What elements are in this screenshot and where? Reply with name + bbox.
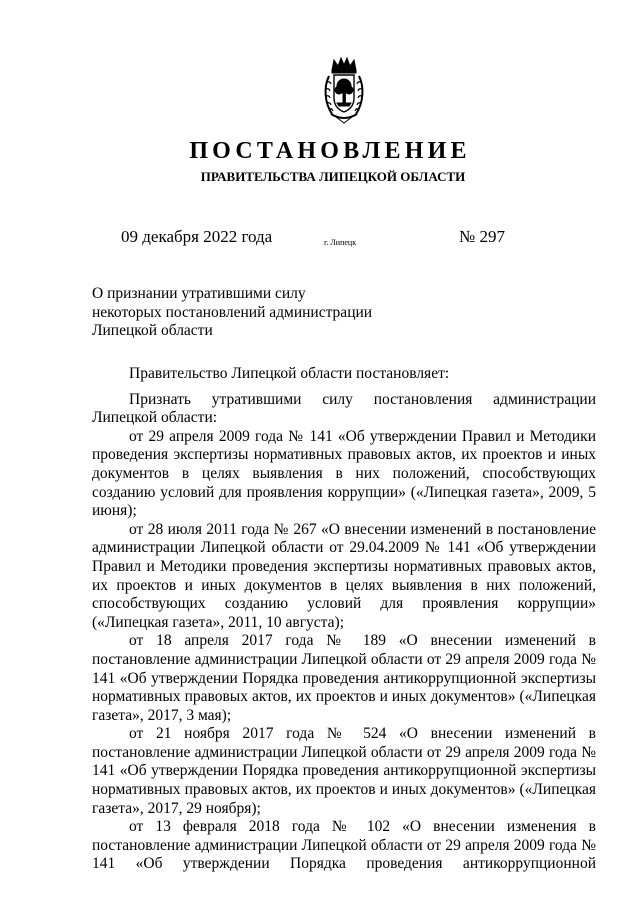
document-body: [92, 365, 596, 874]
document-number: № 297: [459, 227, 505, 246]
resolve-paragraph: Признать утратившими силу постановления администрации Липецкой области:: [92, 390, 596, 427]
document-subtitle: ПРАВИТЕЛЬСТВА ЛИПЕЦКОЙ ОБЛАСТИ: [200, 169, 466, 184]
document-title: ПОСТАНОВЛЕНИЕ: [189, 138, 471, 164]
list-item: от 28 июля 2011 года № 267 «О внесении изменений в постановление администрации Липецкой области от 29.04.2009 № 141 «Об утверждении Правил и Методики проведения экспертизы нормативных правовых актов, их проектов и иных документов в целях выявления в них положений, способствующих созданию условий для проявления коррупции» («Липецкая газета», 2011, 10 августа);: [92, 520, 596, 631]
document-city: г. Липецк: [324, 238, 357, 247]
list-item: от 13 февраля 2018 года № 102 «О внесении изменения в постановление администрации Липецкой области от 29 апреля 2009 года № 141 «Об утверждении Порядка проведения антикоррупционной: [92, 818, 596, 873]
document-subject: [92, 285, 372, 341]
coat-of-arms-icon: [322, 56, 366, 124]
subject-line: некоторых постановлений администрации: [92, 303, 373, 321]
list-item: от 21 ноября 2017 года № 524 «О внесении изменений в постановление администрации Липецкой области от 29 апреля 2009 года № 141 «Об утверждении Порядка проведения антикоррупционной экспертизы нормативных правовых актов, их проектов и иных документов» («Липецкая газета», 2017, 29 ноября);: [92, 725, 596, 817]
document-date: 09 декабря 2022 года: [121, 227, 273, 246]
list-item: от 18 апреля 2017 года № 189 «О внесении изменений в постановление администрации Липецкой области от 29 апреля 2009 года № 141 «Об утверждении Порядка проведения антикоррупционной экспертизы нормативных правовых актов, их проектов и иных документов» («Липецкая газета», 2017, 3 мая);: [92, 632, 596, 724]
subject-line: Липецкой области: [92, 322, 213, 339]
intro-paragraph: Правительство Липецкой области постановляет:: [129, 365, 450, 382]
list-item: от 29 апреля 2009 года № 141 «Об утверждении Правил и Методики проведения экспертизы нормативных правовых актов, их проектов и иных документов в целях выявления в них положений, способствующих созданию условий для проявления коррупции» («Липецкая газета», 2009, 5 июня);: [92, 427, 596, 520]
subject-line: О признании утратившими силу: [92, 285, 306, 302]
